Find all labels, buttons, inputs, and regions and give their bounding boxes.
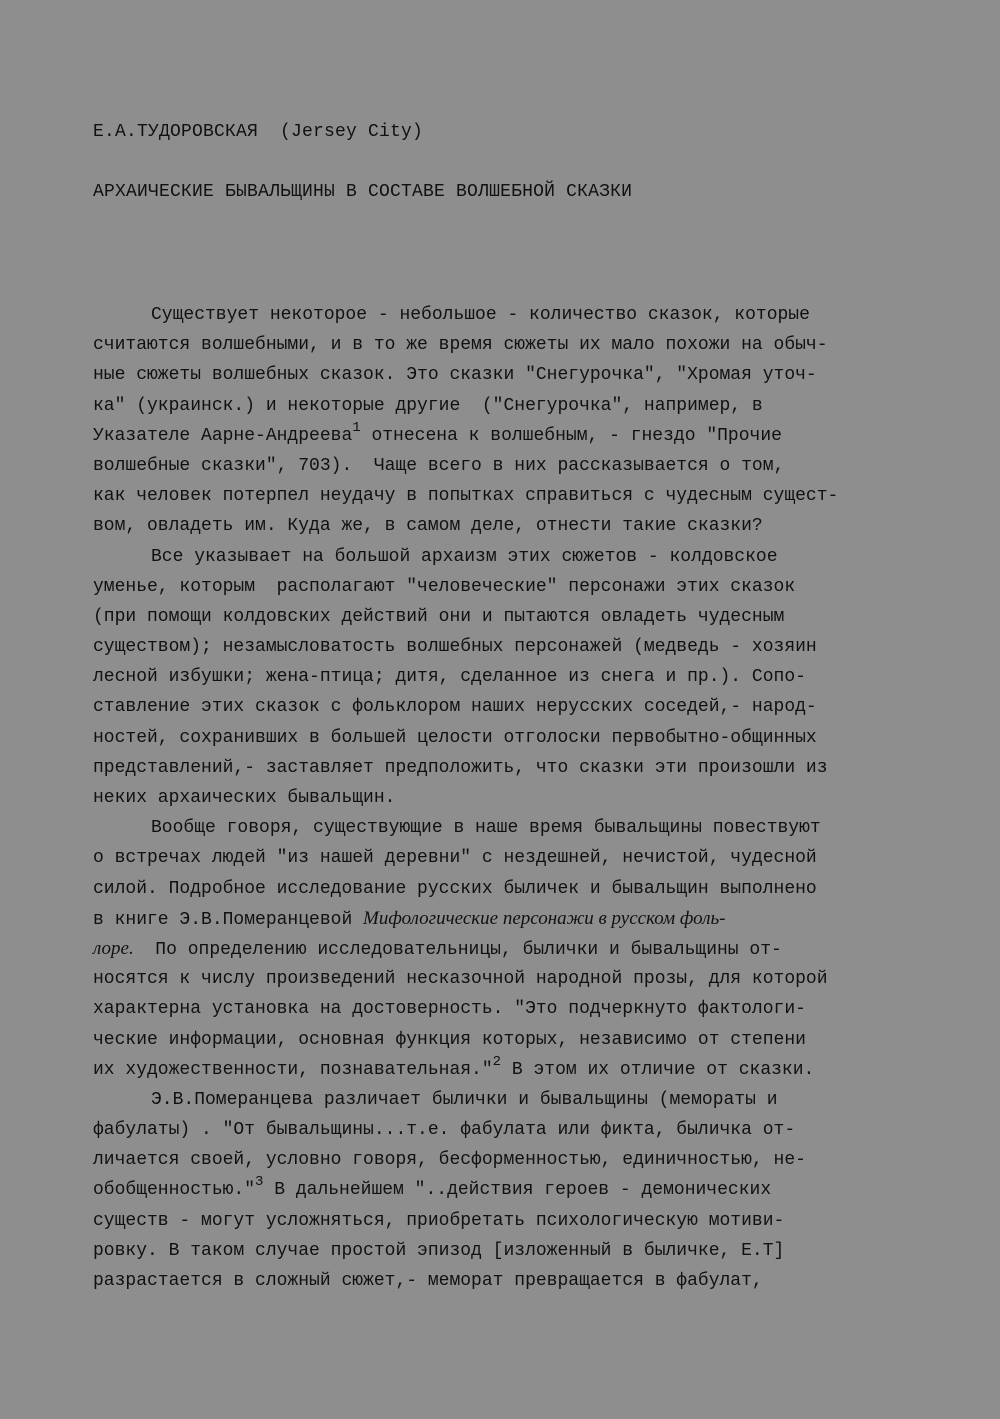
text-line: Все указывает на большой архаизм этих сюжетов - колдовское (151, 546, 778, 567)
text-segment: Указателе Аарне-Андреева (93, 425, 353, 446)
text-line: Вообще говоря, существующие в наше время бывальщины повествуют (151, 818, 821, 839)
text-line (93, 1175, 933, 1205)
article-body (93, 300, 933, 1296)
text-line: силой. Подробное исследование русских быличек и бывальщин выполнено (93, 878, 817, 899)
text-line: уменье, которым располагают "человеческие" персонажи этих сказок (93, 576, 796, 597)
text-line: (при помощи колдовских действий они и пытаются овладеть чудесным (93, 606, 785, 627)
text-line: ностей, сохранивших в большей целости отголоски первобытно-общинных (93, 727, 817, 748)
text-line: ческие информации, основная функция которых, независимо от степени (93, 1029, 806, 1050)
text-line: Э.В.Померанцева различает былички и бывальщины (мемораты и (151, 1089, 778, 1110)
book-title-end: лоре. (93, 937, 134, 959)
text-line (93, 904, 933, 934)
article-title: АРХАИЧЕСКИЕ БЫВАЛЬЩИНЫ В СОСТАВЕ ВОЛШЕБНОЙ СКАЗКИ (93, 182, 633, 202)
text-line (93, 1055, 933, 1085)
text-line: волшебные сказки", 703). Чаще всего в них рассказывается о том, (93, 455, 785, 476)
text-line: как человек потерпел неудачу в попытках справиться с чудесным сущест- (93, 486, 839, 507)
text-line: личается своей, условно говоря, бесформенностью, единичностью, не- (93, 1150, 806, 1171)
footnote-ref-3: 3 (255, 1174, 264, 1191)
text-line: ка" (украинск.) и некоторые другие ("Снегурочка", например, в (93, 395, 763, 416)
text-line: неких архаических бывальщин. (93, 788, 396, 808)
author-line: Е.А.ТУДОРОВСКАЯ (Jersey City) (93, 122, 424, 142)
text-segment: В дальнейшем "..действия героев - демонических (263, 1180, 772, 1201)
text-line: существ - могут усложняться, приобретать психологическую мотиви- (93, 1210, 785, 1231)
text-line: Существует некоторое - небольшое - количество сказок, которые (151, 305, 810, 325)
text-line: вом, овладеть им. Куда же, в самом деле, отнести такие сказки? (93, 516, 763, 537)
text-line: ные сюжеты волшебных сказок. Это сказки "Снегурочка", "Хромая уточ- (93, 365, 817, 386)
text-line (93, 421, 933, 451)
text-line: ставление этих сказок с фольклором наших нерусских соседей,- народ- (93, 697, 817, 718)
text-segment: в книге Э.В.Померанцевой (93, 909, 364, 930)
text-line: существом); незамысловатость волшебных персонажей (медведь - хозяин (93, 637, 817, 658)
footnote-ref-1: 1 (352, 419, 361, 436)
text-line: о встречах людей "из нашей деревни" с нездешней, нечистой, чудесной (93, 848, 817, 869)
book-title: Мифологические персонажи в русском фоль- (363, 907, 726, 929)
text-segment: их художественности, познавательная." (93, 1059, 493, 1080)
text-line (93, 934, 933, 964)
text-segment: отнесена к волшебным, - гнездо "Прочие (360, 425, 782, 446)
text-segment: В этом их отличие от сказки. (501, 1059, 815, 1080)
text-line: характерна установка на достоверность. "Это подчеркнуто фактологи- (93, 999, 806, 1020)
text-line: считаются волшебными, и в то же время сюжеты их мало похожи на обыч- (93, 335, 828, 356)
text-line: фабулаты) . "От бывальщины...т.е. фабулата или фикта, быличка от- (93, 1120, 796, 1141)
footnote-ref-2: 2 (492, 1053, 502, 1070)
text-segment: По определению исследовательницы, былички и бывальщины от- (133, 939, 782, 960)
text-line: лесной избушки; жена-птица; дитя, сделанное из снега и пр.). Сопо- (93, 667, 806, 688)
text-line: ровку. В таком случае простой эпизод [изложенный в быличке, Е.Т] (93, 1240, 785, 1261)
text-segment: обобщенностью." (93, 1180, 256, 1201)
text-line: представлений,- заставляет предположить, что сказки эти произошли из (93, 757, 828, 778)
text-line: разрастается в сложный сюжет,- меморат превращается в фабулат, (93, 1271, 763, 1291)
text-line: носятся к числу произведений несказочной народной прозы, для которой (93, 969, 828, 990)
